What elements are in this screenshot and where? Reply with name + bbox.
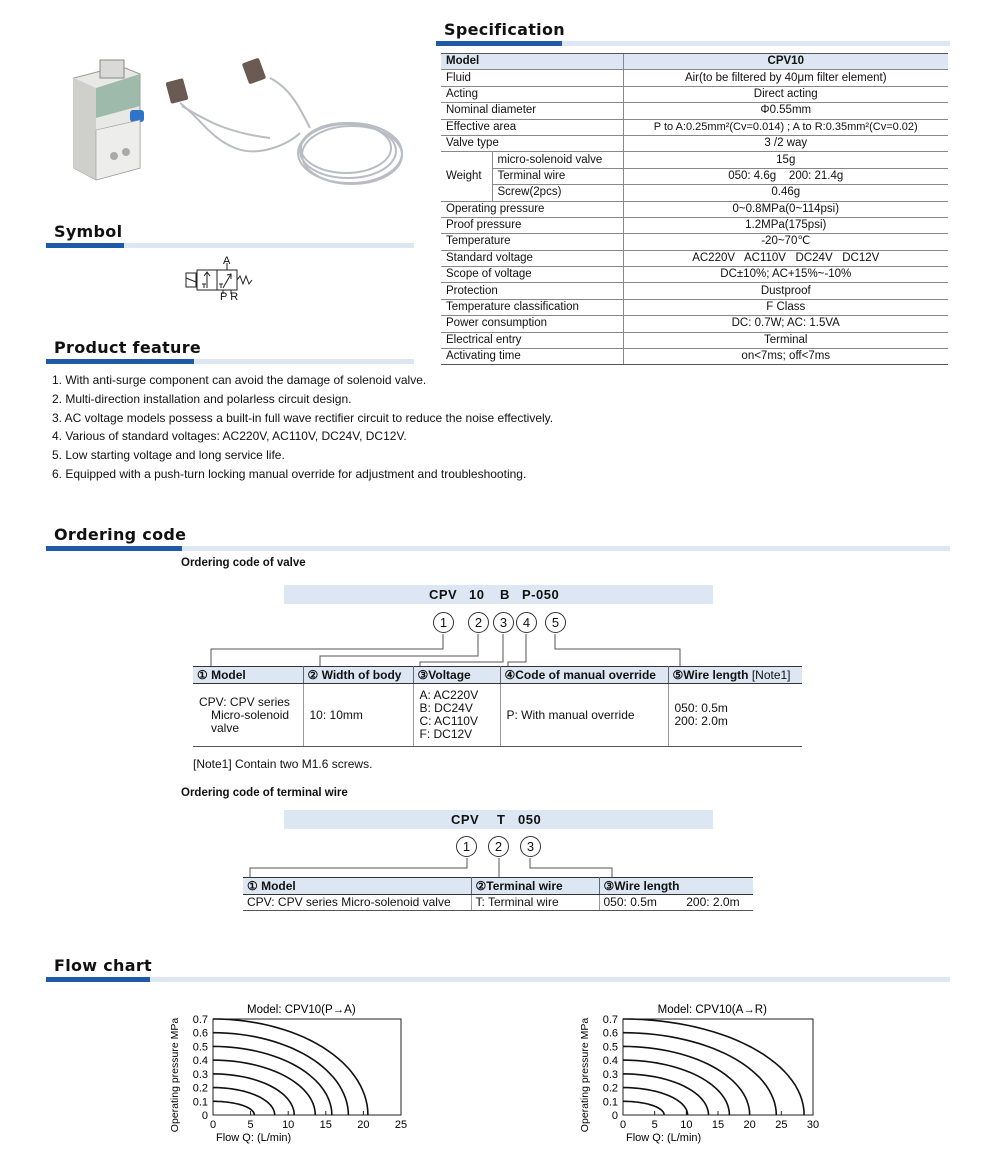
spec-row — [441, 267, 948, 283]
header-rule — [194, 359, 414, 364]
spec-row — [441, 349, 948, 365]
x-tick-label: 10 — [680, 1119, 693, 1131]
spec-value: F Class — [623, 299, 948, 315]
y-tick-label: 0.3 — [602, 1068, 618, 1081]
ordering-header: ① Model — [193, 667, 303, 684]
spec-value: 15g — [623, 152, 948, 168]
product-photo — [60, 48, 405, 193]
code-index-1: 1 — [456, 836, 477, 857]
y-tick-label: 0.7 — [602, 1014, 618, 1026]
y-tick-label: 0.4 — [602, 1055, 618, 1068]
y-axis-label: Operating pressure MPa — [579, 1017, 591, 1133]
x-tick-label: 15 — [319, 1119, 332, 1131]
spec-label: Operating pressure — [441, 201, 623, 217]
chart-title: Model: CPV10(P→A) — [247, 1004, 356, 1016]
spec-label: Standard voltage — [441, 250, 623, 266]
spec-row — [441, 86, 948, 102]
cell-line: 050: 0.5m — [603, 895, 657, 909]
spec-label: Proof pressure — [441, 217, 623, 233]
ordering-value-row — [193, 684, 802, 747]
feature-item: 2. Multi-direction installation and polarless circuit design. — [52, 391, 352, 406]
cell-line: F: DC12V — [419, 727, 473, 741]
spec-value: Air(to be filtered by 40μm filter element) — [623, 70, 948, 86]
flow-chart-2 — [570, 995, 830, 1148]
flow-chart-section-header — [46, 956, 950, 982]
spec-value: Dustproof — [623, 283, 948, 299]
spec-row — [441, 234, 948, 250]
spec-label: Scope of voltage — [441, 267, 623, 283]
code-index-1: 1 — [433, 612, 454, 633]
spec-label: Weight — [441, 152, 492, 201]
header-accent-bar — [436, 41, 562, 46]
x-tick-label: 5 — [247, 1119, 254, 1131]
spec-label: Protection — [441, 283, 623, 299]
ordering-note: [Note1] Contain two M1.6 screws. — [193, 757, 373, 771]
cell-line: 200: 2.0m — [674, 714, 728, 728]
spec-value: DC±10%; AC+15%~-10% — [623, 267, 948, 283]
spec-label: Nominal diameter — [441, 103, 623, 119]
x-tick-label: 0 — [209, 1119, 217, 1131]
spec-value: 0.46g — [623, 185, 948, 201]
code-index-3: 3 — [520, 836, 541, 857]
port-pr-label: P R — [220, 291, 239, 303]
valve-ordering-table — [193, 666, 802, 747]
spec-row — [441, 299, 948, 315]
header-rule — [182, 546, 950, 551]
y-tick-label: 0.5 — [192, 1041, 208, 1054]
feature-item: 4. Various of standard voltages: AC220V, AC110V, DC24V, DC12V. — [52, 429, 407, 444]
ordering-header — [668, 667, 802, 684]
flow-chart-title: Flow chart — [54, 956, 152, 975]
spec-label: Model — [441, 54, 623, 70]
note-ref: [Note1] — [751, 668, 791, 682]
spec-sublabel: Terminal wire — [492, 168, 623, 184]
y-tick-label: 0.3 — [192, 1068, 208, 1081]
pressure-curve — [213, 1101, 254, 1115]
specification-section-header — [436, 20, 950, 46]
spec-label: Power consumption — [441, 316, 623, 332]
feature-item: 5. Low starting voltage and long service life. — [52, 448, 285, 463]
terminal-cell: T: Terminal wire — [471, 895, 599, 911]
spec-value: 1.2MPa(175psi) — [623, 217, 948, 233]
ordering-header-row — [193, 667, 802, 684]
spec-row — [441, 332, 948, 348]
spec-value: P to A:0.25mm²(Cv=0.014) ; A to R:0.35mm²(Cv=0.02) — [623, 119, 948, 135]
y-tick-label: 0.2 — [192, 1082, 208, 1095]
pressure-curve — [623, 1060, 729, 1115]
x-tick-label: 25 — [775, 1119, 788, 1131]
x-tick-label: 20 — [357, 1119, 370, 1131]
code-part: CPV — [429, 587, 458, 602]
header-rule — [562, 41, 950, 46]
feature-list — [52, 371, 553, 484]
spec-label: Temperature — [441, 234, 623, 250]
spec-value: DC: 0.7W; AC: 1.5VA — [623, 316, 948, 332]
spec-value: on<7ms; off<7ms — [623, 349, 948, 365]
pressure-curve — [623, 1033, 776, 1115]
product-feature-section-header — [46, 338, 414, 364]
feature-item: 3. AC voltage models possess a built-in full wave rectifier circuit to reduce the noise effectively. — [52, 410, 554, 425]
header-accent-bar — [46, 359, 194, 364]
spec-label: Fluid — [441, 70, 623, 86]
wire-code-bar — [284, 810, 713, 829]
code-index-2: 2 — [488, 836, 509, 857]
spec-row — [441, 103, 948, 119]
code-part: 050 — [518, 812, 542, 827]
wire-length-header: ⑤Wire length — [672, 668, 749, 682]
spec-label: Valve type — [441, 135, 623, 151]
y-tick-label: 0.1 — [602, 1096, 618, 1109]
x-axis-label: Flow Q: (L/min) — [216, 1132, 292, 1144]
cell-line: valve — [211, 720, 240, 735]
ordering-valve-title: Ordering code of valve — [181, 557, 306, 569]
spec-value: Direct acting — [623, 86, 948, 102]
ordering-header: ③Wire length — [599, 878, 753, 895]
x-tick-label: 15 — [711, 1119, 725, 1131]
code-part: P-050 — [522, 587, 560, 602]
flow-chart-1-svg — [160, 995, 420, 1145]
model-cell: CPV: CPV series Micro-solenoid valve — [243, 895, 471, 911]
ordering-value-row — [243, 895, 753, 911]
ordering-header-row — [243, 878, 753, 895]
wire-cell — [668, 684, 802, 747]
wire-ordering-table — [243, 877, 753, 911]
ordering-header: ②Terminal wire — [471, 878, 599, 895]
width-cell: 10: 10mm — [303, 684, 413, 747]
y-tick-label: 0.5 — [602, 1041, 618, 1054]
cell-line: 050: 0.5m — [674, 701, 728, 715]
spec-value: AC220V AC110V DC24V DC12V — [623, 250, 948, 266]
spec-row — [441, 152, 948, 168]
spec-label: Acting — [441, 86, 623, 102]
flow-chart-1 — [160, 995, 420, 1148]
cell-line: 200: 2.0m — [686, 895, 740, 909]
y-tick-label: 0 — [201, 1110, 208, 1122]
ordering-header: ③Voltage — [413, 667, 500, 684]
chart-title: Model: CPV10(A→R) — [657, 1004, 767, 1016]
y-tick-label: 0.7 — [192, 1014, 208, 1026]
valve-symbol — [185, 255, 255, 304]
feature-item: 1. With anti-surge component can avoid the damage of solenoid valve. — [52, 373, 427, 387]
x-tick-label: 20 — [743, 1119, 756, 1131]
x-tick-label: 0 — [619, 1119, 627, 1131]
override-cell: P: With manual override — [500, 684, 668, 747]
spec-row — [441, 168, 948, 184]
spec-row — [441, 70, 948, 86]
ordering-header: ② Width of body — [303, 667, 413, 684]
code-part: T — [497, 812, 506, 827]
cell-line: C: AC110V — [419, 714, 478, 728]
header-rule — [124, 243, 414, 248]
code-index-2: 2 — [468, 612, 489, 633]
y-tick-label: 0.6 — [602, 1027, 618, 1040]
ordering-code-section-header — [46, 525, 950, 551]
y-tick-label: 0.4 — [192, 1055, 208, 1068]
plot-frame — [213, 1019, 401, 1115]
spec-sublabel: micro-solenoid valve — [492, 152, 623, 168]
spec-value: -20~70℃ — [623, 234, 948, 250]
spec-header-row — [441, 54, 948, 70]
code-part: 10 — [469, 587, 485, 602]
spec-value: 050: 4.6g 200: 21.4g — [623, 168, 948, 184]
code-index-5: 5 — [545, 612, 566, 633]
spec-value: 0~0.8MPa(0~114psi) — [623, 201, 948, 217]
y-tick-label: 0.1 — [192, 1096, 208, 1109]
spec-label: Effective area — [441, 119, 623, 135]
spec-label: Electrical entry — [441, 332, 623, 348]
header-rule — [150, 977, 950, 982]
product-feature-title: Product feature — [54, 338, 202, 357]
specification-table — [441, 53, 948, 365]
symbol-section-header — [46, 222, 414, 248]
header-accent-bar — [46, 546, 182, 551]
spec-row — [441, 283, 948, 299]
ordering-header: ④Code of manual override — [500, 667, 668, 684]
x-tick-label: 30 — [806, 1119, 820, 1131]
flow-chart-2-svg — [570, 995, 830, 1145]
ordering-wire-title: Ordering code of terminal wire — [181, 787, 348, 799]
spec-row — [441, 250, 948, 266]
voltage-cell — [413, 684, 500, 747]
pressure-curve — [623, 1101, 664, 1115]
ordering-code-title: Ordering code — [54, 525, 187, 544]
code-index-4: 4 — [516, 612, 537, 633]
spec-sublabel: Screw(2pcs) — [492, 185, 623, 201]
cell-line: B: DC24V — [419, 701, 473, 715]
y-axis-label: Operating pressure MPa — [169, 1017, 181, 1133]
code-index-3: 3 — [493, 612, 514, 633]
x-tick-label: 10 — [282, 1119, 295, 1131]
feature-item: 6. Equipped with a push-turn locking manual override for adjustment and troubleshooting. — [52, 466, 527, 481]
spec-row — [441, 316, 948, 332]
header-accent-bar — [46, 977, 150, 982]
y-tick-label: 0.2 — [602, 1082, 618, 1095]
x-axis-label: Flow Q: (L/min) — [626, 1132, 702, 1144]
spec-row — [441, 185, 948, 201]
x-tick-label: 25 — [394, 1119, 408, 1131]
spec-value: Terminal — [623, 332, 948, 348]
code-part: B — [500, 587, 510, 602]
spec-value: CPV10 — [623, 54, 948, 70]
cell-line: CPV: CPV series — [199, 694, 290, 709]
x-tick-label: 5 — [651, 1119, 658, 1131]
symbol-title: Symbol — [54, 222, 123, 241]
specification-title: Specification — [444, 20, 565, 39]
spec-row — [441, 201, 948, 217]
y-tick-label: 0 — [611, 1110, 618, 1122]
spec-row — [441, 135, 948, 151]
spec-value: Φ0.55mm — [623, 103, 948, 119]
model-cell — [193, 684, 303, 747]
cell-line: Micro-solenoid — [211, 707, 290, 722]
wire-length-cell — [599, 895, 753, 911]
y-tick-label: 0.6 — [192, 1027, 208, 1040]
spec-label: Temperature classification — [441, 299, 623, 315]
spec-label: Activating time — [441, 349, 623, 365]
header-accent-bar — [46, 243, 124, 248]
code-part: CPV — [451, 812, 480, 827]
spec-row — [441, 119, 948, 135]
cell-line: A: AC220V — [419, 688, 479, 702]
port-a-label: A — [223, 255, 231, 267]
spec-value: 3 /2 way — [623, 135, 948, 151]
ordering-header: ① Model — [243, 878, 471, 895]
spec-row — [441, 217, 948, 233]
valve-code-bar — [284, 585, 713, 604]
